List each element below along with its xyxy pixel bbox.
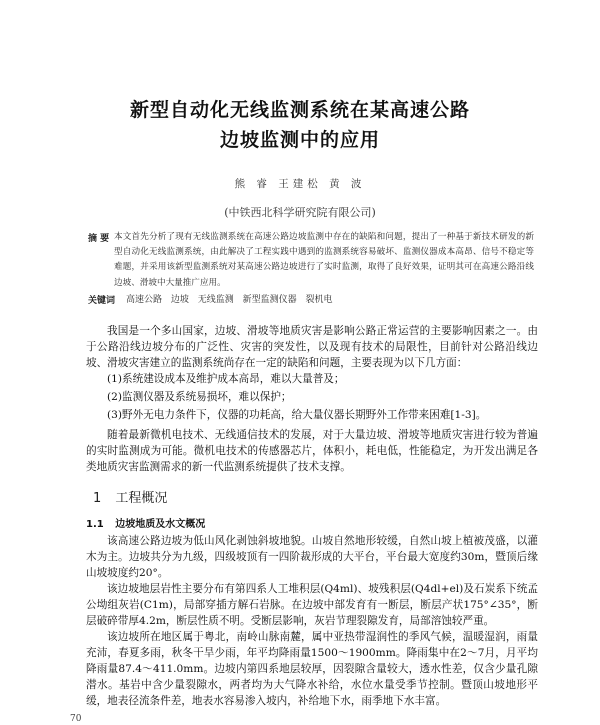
subsection-heading <box>86 515 205 530</box>
intro-list-item-3: (3)野外无电力条件下，仪器的功耗高，给大量仪器长期野外工作带来困难[1-3]。 <box>107 409 487 421</box>
affiliation: (中铁西北科学研究院有限公司) <box>224 206 376 219</box>
body-paragraph-1: 该高速公路边坡为低山风化剥蚀斜坡地貌。山坡自然地形较缓，自然山坡上植被茂盛，以灌木为主。边坡共分为九级，四级坡顶有一四阶裁形成的大平台，平台最大宽度约30m，暨顶后缘山坡坡度约20°。 <box>86 535 538 579</box>
keywords-text: 高速公路 边坡 无线监测 新型监测仪器 裂机电 <box>126 295 333 305</box>
body-paragraph-2: 该边坡地层岩性主要分布有第四系人工堆积层(Q4ml)、坡残积层(Q4dl+el)及石炭系下统孟公坳组灰岩(C1m)，局部穿插方解石岩脉。在边坡中部发育有一断层，断层产状175°∠35°，断层破碎带厚4.2m，断层性质不明。受断层影响，灰岩节理裂隙发育，局部溶蚀较严重。 <box>86 583 538 627</box>
body-paragraph-3: 该边坡所在地区属于粤北，南岭山脉南麓，属中亚热带湿润性的季风气候，温暖湿润，雨量充沛，春夏多雨，秋冬干旱少雨，年平均降雨量1500～1900mm。降雨集中在2～7月，月平均降雨量87.4～411.0mm。边坡内第四系地层较厚，因裂隙含量较大，透水性差，仅含少量孔隙潜水。基岩中含少量裂隙水，两者均为大气降水补给，水位水量受季节控制。暨顶山坡地形平缓，地表径流条件差，地表水容易渗入坡内，补给地下水，雨季地下水丰富。 <box>86 631 538 707</box>
subsection-title: 边坡地质及水文概况 <box>115 519 206 530</box>
page-number: 70 <box>70 714 82 724</box>
intro-paragraph-2: 随着最新微机电技术、无线通信技术的发展，对于大量边坡、滑坡等地质灾害进行较为普遍的实时监测成为可能。微机电技术的传感器芯片，体积小，耗电低，性能稳定，为开发出满足各类地质灾害监测需求的新一代监测系统提供了技术支撑。 <box>86 429 538 473</box>
keywords-label: 关键词 <box>88 296 116 306</box>
abstract-text: 本文首先分析了现有无线监测系统在高速公路边坡监测中存在的缺陷和问题，提出了一种基于新技术研发的新型自动化无线监测系统，由此解决了工程实践中遇到的监测系统容易破坏、监测仪器成本高昂、信号不稳定等难题，并采用该新型监测系统对某高速公路边坡进行了实时监测，取得了良好效果，证明其可在高速公路沿线边坡、滑坡中大量推广应用。 <box>114 232 534 288</box>
section-title: 工程概况 <box>115 491 168 506</box>
section-heading <box>93 487 167 506</box>
section-number: 1 <box>93 491 102 506</box>
intro-paragraph-1: 我国是一个多山国家，边坡、滑坡等地质灾害是影响公路正常运营的主要影响因素之一。由于公路沿线边坡分布的广泛性、灾害的突发性，以及现有技术的局限性，目前针对公路沿线边坡、滑坡灾害建立的监测系统尚存在一定的缺陷和问题，主要表现为以下几方面： <box>86 325 538 369</box>
paper-title-line-1: 新型自动化无线监测系统在某高速公路 <box>129 99 470 121</box>
intro-list-item-2: (2)监测仪器及系统易损坏，难以保护； <box>107 391 292 403</box>
paper-title-line-2: 边坡监测中的应用 <box>219 129 380 151</box>
abstract-label: 摘 要 <box>88 234 110 244</box>
authors: 熊 睿 王建松 黄 波 <box>234 178 366 190</box>
subsection-number: 1.1 <box>86 519 104 530</box>
intro-list-item-1: (1)系统建设成本及维护成本高昂，难以大量普及； <box>107 373 345 385</box>
